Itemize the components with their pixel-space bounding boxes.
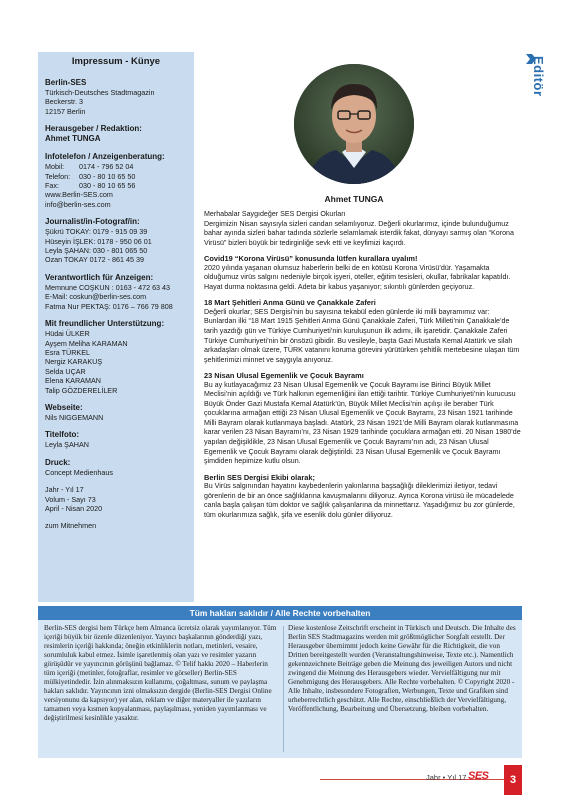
mobil-label: Mobil: <box>45 162 65 172</box>
supporter-item: Esra TÜRKEL <box>45 347 91 357</box>
article-paragraph: Değerli okurlar; SES Dergisi’nin bu sayısına tekabül eden günlerde iki milli bayramımız var: Bunlardan ilki “18 Mart 1915 Şehitleri Anma Günü Çanakkale Zaferi, Türk Milleti’nin Çanakkale’de tarih yazdığı gün ve Türkiye Cumhuriyeti’nin kuruluşunun ilk adımı, ilk işaretidir. Çanakkale Zaferi Türkiye Cumhuriyeti’nin bir önsözü gibidir. Bu vesileyle, başta Gazi Mustafa Kemal Atatürk ve silah arkadaşları olmak üzere, TÜRK vatanını koruma görevini yürütürken şehitlik mertebesine ulaşan tüm şehitlerimizi minnet ve saygıyla anıyoruz. <box>204 307 520 364</box>
editorial-article <box>204 210 522 520</box>
website-link[interactable]: www.Berlin-SES.com <box>45 190 113 200</box>
supporter-item: Hüdai ÜLKER <box>45 329 90 339</box>
editor-portrait <box>294 64 414 184</box>
journalist-item: Hüseyin İŞLEK: 0178 - 950 06 01 <box>45 236 152 246</box>
titelfoto-heading: Titelfoto: <box>45 430 80 440</box>
issue-year: Jahr - Yıl 17 <box>45 485 84 495</box>
fax-label: Fax: <box>45 181 59 191</box>
rights-divider <box>283 626 284 752</box>
article-paragraph: 2020 yılında yaşanan olumsuz haberlerin belki de en kötüsü Korona Virüsü’dür. Yaşamakta olduğumuz virüs salgını nedeniyle birçok işyeri, oteller, eğitim tesisleri, okullar, fabrikalar kapatıldı. Hayat durma noktasına geldi. Adeta bir kabus yaşanıyor; sıkıntılı günlerden geçiyoruz. <box>204 263 511 291</box>
publisher-name: Berlin-SES <box>45 78 87 87</box>
impressum-body <box>45 78 191 531</box>
city: 12157 Berlin <box>45 106 86 116</box>
webseite-name: Nils NIGGEMANN <box>45 412 104 422</box>
webseite-heading: Webseite: <box>45 402 83 412</box>
rights-bar: Tüm hakları saklıdır / Alle Rechte vorbehalten <box>38 606 522 620</box>
article-greeting: Merhabalar Saygıdeğer SES Dergisi Okurları <box>204 210 346 218</box>
portrait-image <box>294 64 414 184</box>
issue-date: April - Nisan 2020 <box>45 503 103 513</box>
ads-contact: E-Mail: coskun@berlin-ses.com <box>45 292 147 302</box>
rights-text-german: Diese kostenlose Zeitschrift erscheint in Türkisch und Deutsch. Die Inhalte des Berlin SES Stadtmagazins werden mit größtmöglicher Sorgfalt erstellt. Der Herausgeber übernimmt jedoch keine Gewähr für die Richtigkeit, die von Dritten bereitgestellt wurden (Veranstaltungshinweise, Texte etc.). Namentlich gekennzeichnete Beiträge geben die Meinung des jeweiligen Autors und nicht zwingend die Meinung des Herausgebers wieder. Vervielfältigung nur mit Genehmigung des Herausgebers. Alle Rechte vorbehalten. © Copyright 2020 - Alle Inhalte, insbesondere Fotografien, Werbungen, Texte und Grafiken sind urheberrechtlich geschützt. Alle Rechte, einschließlich der Vervielfältigung, Veröffentlichung, Bearbeitung und Übersetzung, bleiben vorbehalten. <box>288 624 516 713</box>
street: Beckerstr. 3 <box>45 97 83 107</box>
take-away-note: zum Mitnehmen <box>45 521 97 531</box>
titelfoto-name: Leyla ŞAHAN <box>45 440 89 450</box>
article-subheading: Covid19 “Korona Virüsü” konusunda lütfen kurallara uyalım! <box>204 254 418 264</box>
supporter-item: Elena KARAMAN <box>45 376 101 386</box>
impressum-sidebar <box>38 52 194 602</box>
article-paragraph: Bu ay kutlayacağımız 23 Nisan Ulusal Egemenlik ve Çocuk Bayramı ise Birinci Büyük Millet Meclisi’nin açıldığı ve Türk halkının egemenliğini ilan ettiği tarihtir. Türkiye Cumhuriyeti’nin kurucusu Büyük Önder Gazi Mustafa Kemal Atatürk’ün, Büyük Millet Meclisi’nin açılışı ile beraber Türk çocuklarına armağan ettiği 23 Nisan Ulusal Egemenlik ve Çocuk Bayramı, 23 Nisan 1921 tarihinde Milli Bayram olarak kutlanmaya başladı. Atatürk, 23 Nisan 1921’de Milli Bayram olarak kutlanmasına karar verilen 23 Nisan Bayramı’nı, 23 Nisan 1929 tarihinde çocuklara armağan etti. 20 Nisan 1980’de yapılan değişiklikle, 23 Nisan Ulusal Egemenlik ve Çocuk Bayramı’nın adı, 23 Nisan Ulusal Egemenlik ve Çocuk Bayramı olarak değiştirildi. 23 Nisan Ulusal Egemenlik ve Çocuk Bayramı şimdiden hepimize kutlu olsun. <box>204 380 521 466</box>
ads-heading: Verantwortlich für Anzeigen: <box>45 272 154 282</box>
rights-box <box>38 620 522 758</box>
mobil-value: 0174 - 796 52 04 <box>79 162 134 172</box>
supporter-item: Talip GÖZDERELİLER <box>45 385 118 395</box>
portrait-caption: Ahmet TUNGA <box>324 194 384 204</box>
journalist-item: Leyla ŞAHAN: 030 - 801 065 50 <box>45 246 148 256</box>
editor-name: Ahmet TUNGA <box>45 134 101 144</box>
journalist-item: Ozan TOKAY 0172 - 861 45 39 <box>45 255 144 265</box>
rights-text-turkish: Berlin-SES dergisi hem Türkçe hem Almanca ücretsiz olarak yayımlanıyor. Tüm içeriği büyük bir özenle düzenleniyor. Yayıncı başkalarının gönderdiği yazı, resimlerin içeriği hakkında; öneğin etkinliklerin notları, metinleri, vesaire, sorumluluk kabul etmez. İsimle işaretlenmiş olan yazı ve resimler yazarın görüşüdür ve yayıncının görüşünü bağlamaz. © Telif hakkı 2020 – Haberlerin tüm içeriği (metinler, fotoğraflar, resimler ve görseller) Berlin-SES mülkiyetindedir. İzin alınmaksızın kullanımı, çoğaltması, sunum ve paylaşma hakları saklıdır. Yayıncının izni olmaksızın dergide (Berlin-SES Dergisi Online versiyonunu da kapsıyor) yer alan, reklam ve diğer materyaller ile yazıların tamamen veya kısmen kopyalanması, paylaşılması, yeniden yayımlanması ve değiştirilmesi kesinlikle yasaktır. <box>44 624 277 722</box>
page-number: 3 <box>504 765 522 795</box>
impressum-title: Impressum - Künye <box>71 56 161 67</box>
druck-name: Concept Medienhaus <box>45 467 113 477</box>
publisher-subtitle: Türkisch-Deutsches Stadtmagazin <box>45 88 155 97</box>
editor-tab-label: Editör <box>531 56 546 97</box>
supporter-item: Selda UÇAR <box>45 366 86 376</box>
supporter-item: Nergiz KARAKUŞ <box>45 357 103 367</box>
article-subheading: Berlin SES Dergisi Ekibi olarak; <box>204 472 315 482</box>
editor-heading: Herausgeber / Redaktion: <box>45 124 142 134</box>
ads-contact: Fatma Nur PEKTAŞ: 0176 – 766 79 808 <box>45 301 173 311</box>
tel-label: Telefon: <box>45 171 71 181</box>
article-subheading: 23 Nisan Ulusal Egemenlik ve Çocuk Bayramı <box>204 371 364 381</box>
journalist-item: Şükrü TOKAY: 0179 - 915 09 39 <box>45 227 148 237</box>
ads-contact: Memnune COŞKUN : 0163 - 472 63 43 <box>45 282 171 292</box>
support-heading: Mit freundlicher Unterstützung: <box>45 319 165 329</box>
tel-value: 030 - 80 10 65 50 <box>79 171 136 181</box>
issue-volume: Volum - Sayı 73 <box>45 494 96 504</box>
article-subheading: 18 Mart Şehitleri Anma Günü ve Çanakkale Zaferi <box>204 298 376 308</box>
supporter-item: Ayşem Meliha KARAMAN <box>45 338 128 348</box>
article-paragraph: Dergimizin Nisan sayısıyla sizleri candan selamlıyoruz. Değerli okurlarımız, içinde bulunduğumuz bahar ayında sizleri bahar tadında sözlerle selamlamak isterdik fakat, dünyayı sarmış olan “Korona Virüsü” bizleri büyük bir tedirginliğe sevk etti ve keyfimizi kaçırdı. <box>204 219 514 247</box>
email-link[interactable]: info@berlin-ses.com <box>45 199 111 209</box>
info-heading: Infotelefon / Anzeigenberatung: <box>45 152 165 162</box>
article-paragraph: Bu Virüs salgınından hayatını kaybedenlerin yakınlarına başsağlığı dileklerimizi iletiyor, tedavi görenlerin de bir an önce sağlıklarına kavuşmalarını diliyoruz. Ayrıca Korona virüsü ile mücadelede canla başla çalışan tüm doktor ve sağlık çalışanlarına da minnettarız. Yaşadığımız bu zor günlerde, tüm okurlarımıza sağlık, şifa ve esenlik dolu günler diliyoruz. <box>204 482 515 519</box>
ses-logo: SES <box>468 770 489 782</box>
fax-value: 030 - 80 10 65 56 <box>79 181 136 191</box>
journalist-heading: Journalist/in-Fotograf/in: <box>45 217 140 227</box>
druck-heading: Druck: <box>45 457 71 467</box>
page-year-label: Jahr • Yıl 17 <box>426 773 467 782</box>
